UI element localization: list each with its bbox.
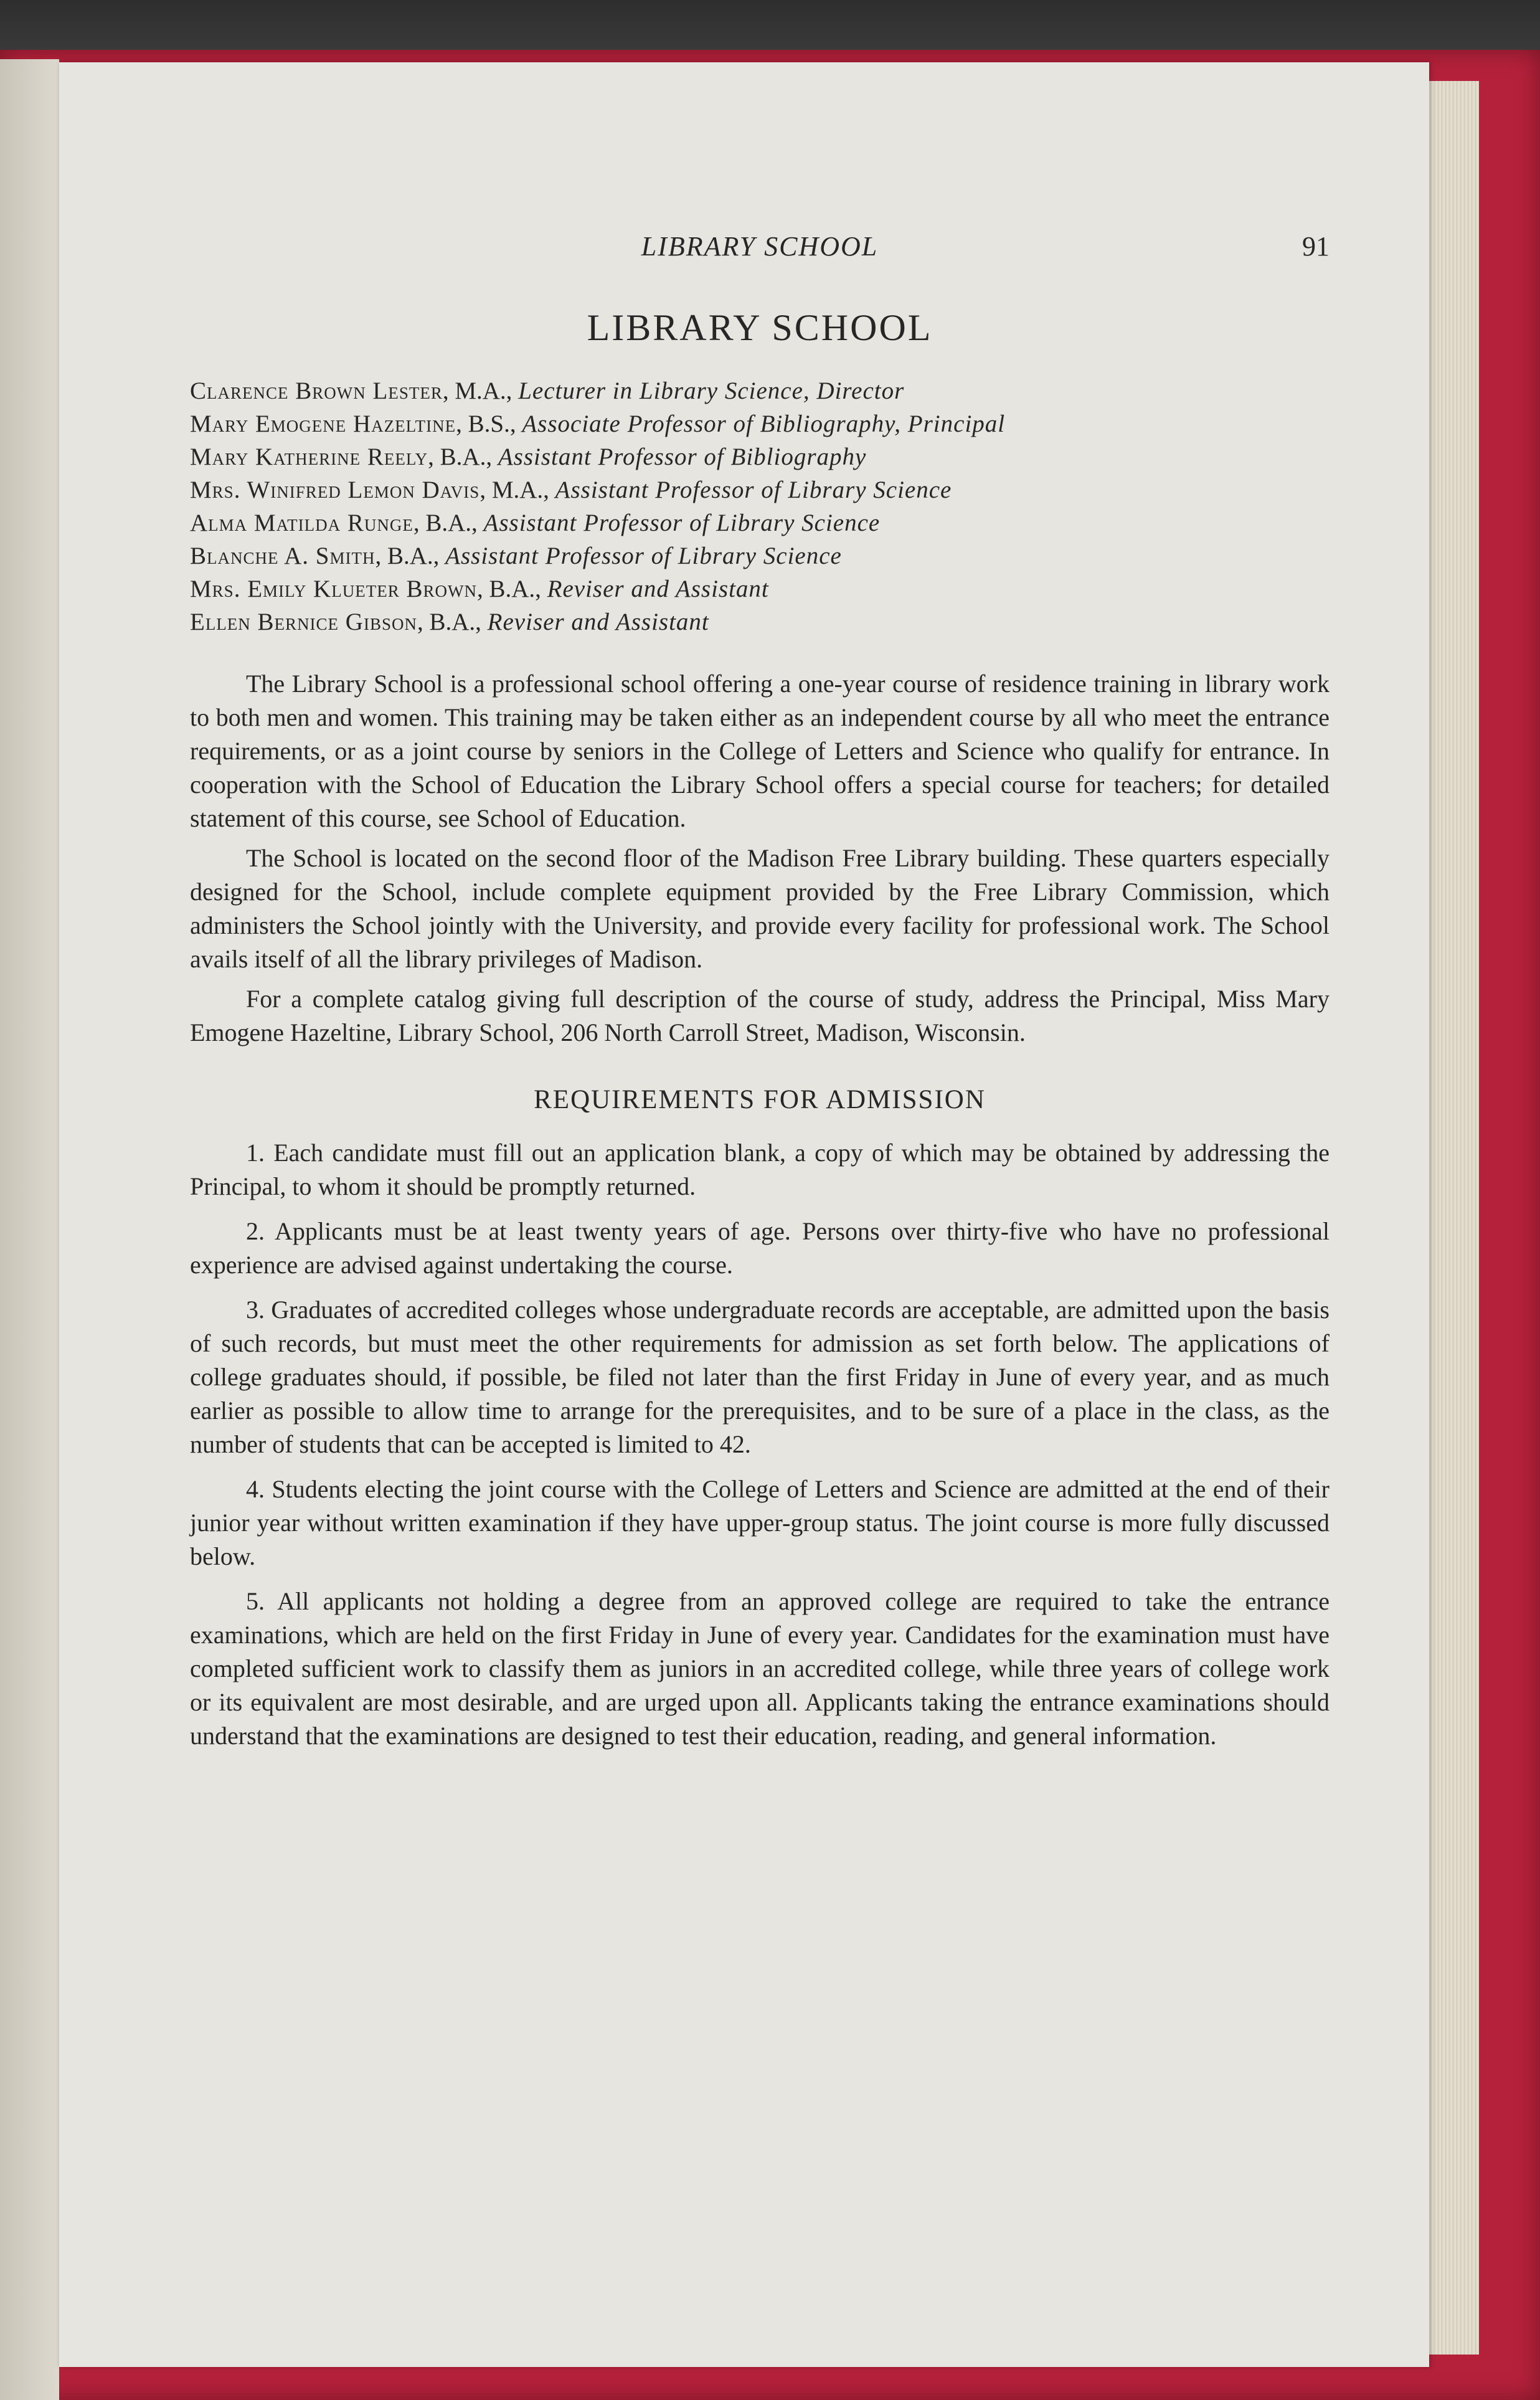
faculty-role: Assistant Professor of Library Science: [555, 477, 952, 503]
faculty-name: Ellen Bernice Gibson: [190, 609, 417, 635]
requirement-item: 3. Graduates of accredited colleges whose undergraduate records are acceptable, are admitted upon the basis of such records, but must meet the other requirements for admission as set forth below. The applications of college graduates should, if possible, be filed not later than the first Friday in June of every year, and as much earlier as possible to allow time to arrange for the prerequisites, and to be sure of a place in the class, as the number of students that can be accepted is limited to 42.: [190, 1296, 1330, 1458]
faculty-role: Reviser and Assistant: [547, 576, 769, 602]
faculty-name: Mary Katherine Reely: [190, 443, 428, 470]
intro-paragraph: For a complete catalog giving full description of the course of study, address the Principal, Miss Mary Emogene Hazeltine, Library School, 206 North Carroll Street, Madison, Wisconsin.: [190, 985, 1330, 1046]
faculty-name: Alma Matilda Runge: [190, 510, 413, 536]
faculty-entry: [190, 605, 1330, 638]
faculty-degree: , B.A.,: [428, 443, 498, 470]
faculty-role: Assistant Professor of Library Science: [483, 510, 881, 536]
running-head-title: LIBRARY SCHOOL: [641, 231, 879, 262]
faculty-role: Lecturer in Library Science, Director: [518, 377, 905, 404]
faculty-name: Mrs. Winifred Lemon Davis: [190, 477, 480, 503]
faculty-name: Mary Emogene Hazeltine: [190, 410, 456, 437]
faculty-role: Associate Professor of Bibliography, Principal: [522, 410, 1006, 437]
faculty-role: Assistant Professor of Library Science: [445, 543, 842, 569]
page-title: LIBRARY SCHOOL: [587, 307, 933, 348]
faculty-degree: , B.S.,: [456, 410, 522, 437]
faculty-name: Clarence Brown Lester: [190, 377, 443, 404]
faculty-name: Blanche A. Smith: [190, 543, 376, 569]
faculty-entry: [190, 374, 1330, 407]
faculty-name: Mrs. Emily Klueter Brown: [190, 576, 477, 602]
faculty-degree: , B.A.,: [413, 510, 484, 536]
faculty-degree: , B.A.,: [375, 543, 446, 569]
requirement-item: 2. Applicants must be at least twenty years of age. Persons over thirty-five who have no professional experience are advised against undertaking the course.: [190, 1217, 1330, 1279]
faculty-degree: , B.A.,: [417, 609, 488, 635]
faculty-role: Reviser and Assistant: [487, 609, 709, 635]
intro-paragraph: The Library School is a professional school offering a one-year course of residence training in library work to both men and women. This training may be taken either as an independent course by all who meet the entrance requirements, or as a joint course by seniors in the College of Letters and Science who qualify for entrance. In cooperation with the School of Education the Library School offers a special course for teachers; for detailed statement of this course, see School of Education.: [190, 670, 1330, 832]
facing-page-edge: [0, 59, 59, 2400]
faculty-list: [190, 374, 1330, 638]
page-number: 91: [1302, 231, 1330, 262]
running-head: [190, 230, 1330, 274]
faculty-role: Assistant Professor of Bibliography: [498, 443, 867, 470]
requirements-heading: REQUIREMENTS FOR ADMISSION: [534, 1085, 986, 1114]
faculty-degree: , B.A.,: [476, 576, 547, 602]
faculty-degree: , M.A.,: [442, 377, 519, 404]
faculty-entry: [190, 473, 1330, 506]
faculty-entry: [190, 407, 1330, 440]
intro-paragraph: The School is located on the second floor of the Madison Free Library building. These quarters especially designed for the School, include complete equipment provided by the Free Library Commission, which administers the School jointly with the University, and provide every facility for professional work. The School avails itself of all the library privileges of Madison.: [190, 844, 1330, 973]
requirement-item: 4. Students electing the joint course with the College of Letters and Science are admitted at the end of their junior year without written examination if they have upper-group status. The joint course is more fully discussed below.: [190, 1475, 1330, 1570]
faculty-entry: [190, 506, 1330, 539]
faculty-entry: [190, 539, 1330, 572]
faculty-entry: [190, 572, 1330, 605]
page-content: [190, 230, 1330, 1764]
requirement-item: 5. All applicants not holding a degree from an approved college are required to take the entrance examinations, which are held on the first Friday in June of every year. Candidates for the examination must have completed sufficient work to classify them as juniors in an accredited college, while three years of college work or its equivalent are most desirable, and are urged upon all. Applicants taking the entrance examinations should understand that the examinations are designed to test their education, reading, and general information.: [190, 1587, 1330, 1750]
requirement-item: 1. Each candidate must fill out an application blank, a copy of which may be obtained by addressing the Principal, to whom it should be promptly returned.: [190, 1139, 1330, 1200]
faculty-entry: [190, 440, 1330, 473]
faculty-degree: , M.A.,: [479, 477, 555, 503]
book-page: [59, 62, 1429, 2367]
